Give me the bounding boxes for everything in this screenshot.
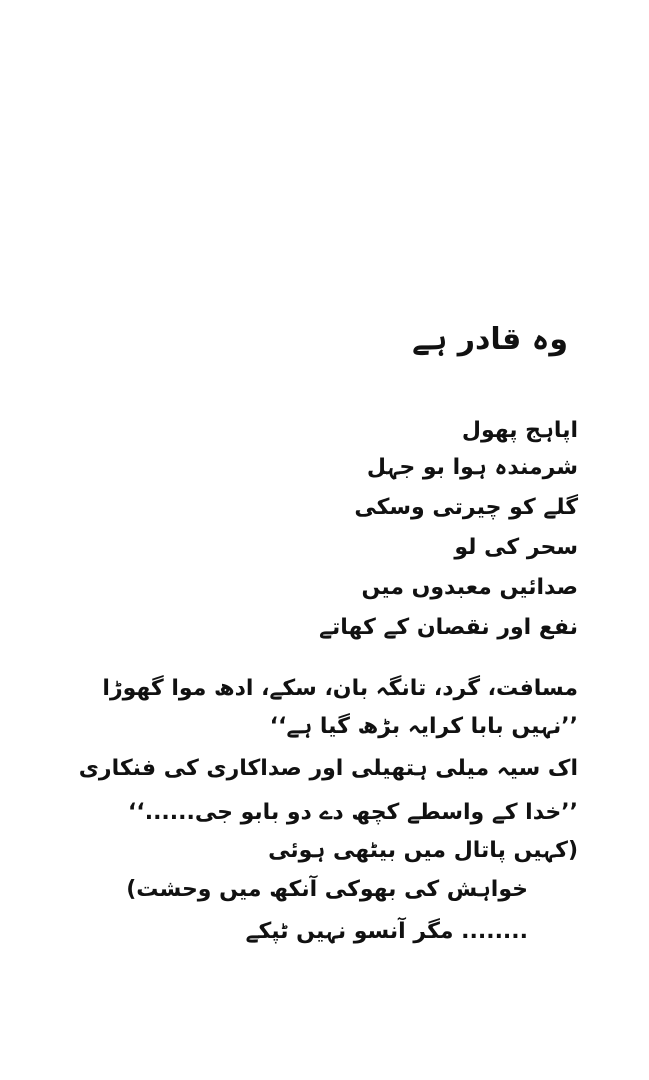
poem-line: نفع اور نقصان کے کھاتے bbox=[319, 615, 578, 640]
poem-title: وہ قادر ہے bbox=[412, 322, 568, 357]
poem-line: مسافت، گرد، تانگہ بان، سکے، ادھ موا گھوڑا bbox=[102, 676, 578, 701]
poem-line: خواہش کی بھوکی آنکھ میں وحشت) bbox=[126, 877, 528, 902]
poem-line: ’’خدا کے واسطے کچھ دے دو بابو جی......‘‘ bbox=[128, 800, 578, 825]
poem-line: (کہیں پاتال میں بیٹھی ہوئی bbox=[268, 838, 578, 863]
poem-line: ........ مگر آنسو نہیں ٹپکے bbox=[245, 919, 528, 944]
poem-line: صدائیں معبدوں میں bbox=[361, 575, 578, 600]
poem-line: ’’نہیں بابا کرایہ بڑھ گیا ہے‘‘ bbox=[269, 714, 578, 739]
poem-line: سحر کی لو bbox=[454, 535, 578, 560]
poem-line: اک سیہ میلی ہتھیلی اور صداکاری کی فنکاری bbox=[78, 756, 578, 781]
poem-line: گلے کو چیرتی وسکی bbox=[354, 495, 578, 520]
poem-line: شرمندہ ہوا بو جہل bbox=[366, 455, 578, 480]
poem-line: اپاہج پھول bbox=[461, 418, 578, 443]
